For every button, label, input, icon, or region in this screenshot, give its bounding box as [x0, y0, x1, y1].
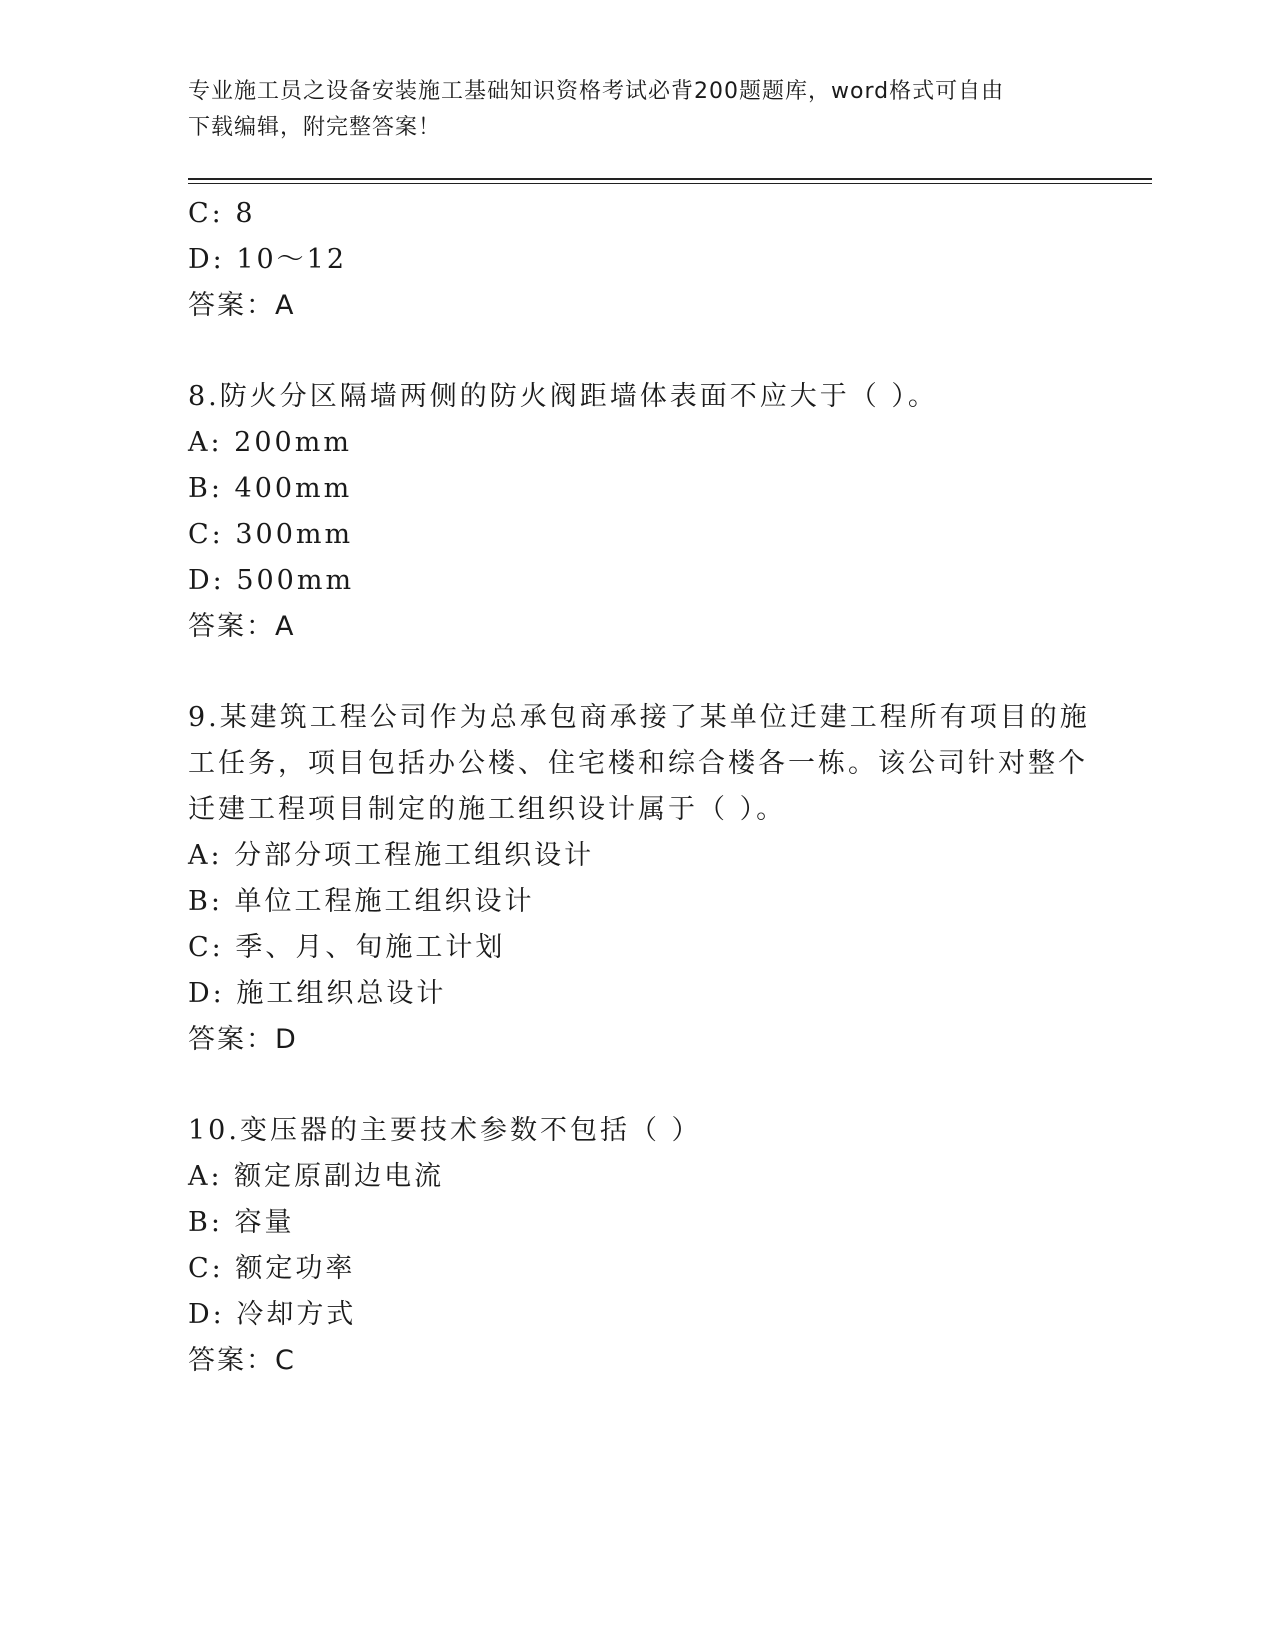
question-stem-line-1: 9.某建筑工程公司作为总承包商承接了某单位迁建工程所有项目的施 [188, 702, 1090, 733]
question-list [188, 191, 1088, 1384]
spacer [188, 1063, 1088, 1108]
option-d: D: 500mm [188, 565, 355, 596]
question-7-tail [188, 191, 1088, 329]
option-d: D: 施工组织总设计 [188, 978, 447, 1009]
option-d: D: 10～12 [188, 244, 348, 275]
option-c: C: 8 [188, 198, 256, 229]
answer-line: 答案：D [188, 1024, 298, 1055]
answer-line: 答案：A [188, 290, 296, 321]
option-c: C: 额定功率 [188, 1253, 356, 1284]
question-8 [188, 374, 1088, 650]
option-b: B: 400mm [188, 473, 353, 504]
spacer [188, 650, 1088, 695]
header-title-line-1: 专业施工员之设备安装施工基础知识资格考试必背200题题库，word格式可自由 [188, 79, 1005, 104]
option-a: A: 额定原副边电流 [188, 1161, 445, 1192]
option-b: B: 容量 [188, 1207, 295, 1238]
header-divider-thick [188, 178, 1152, 180]
question-stem: 8.防火分区隔墙两侧的防火阀距墙体表面不应大于（ ）。 [188, 381, 938, 412]
question-10 [188, 1108, 1088, 1384]
answer-line: 答案：C [188, 1345, 296, 1376]
question-stem-line-2: 工任务，项目包括办公楼、住宅楼和综合楼各一栋。该公司针对整个 [188, 748, 1088, 779]
header-divider-thin [188, 183, 1152, 184]
answer-line: 答案：A [188, 611, 296, 642]
option-c: C: 季、月、旬施工计划 [188, 932, 506, 963]
question-stem-line-3: 迁建工程项目制定的施工组织设计属于（ ）。 [188, 794, 787, 825]
spacer [188, 329, 1088, 374]
question-9 [188, 695, 1088, 1063]
option-c: C: 300mm [188, 519, 354, 550]
option-a: A: 分部分项工程施工组织设计 [188, 840, 595, 871]
option-b: B: 单位工程施工组织设计 [188, 886, 535, 917]
document-header [188, 74, 1088, 146]
option-a: A: 200mm [188, 427, 352, 458]
question-stem: 10.变压器的主要技术参数不包括（ ） [188, 1115, 702, 1146]
header-title-line-2: 下载编辑，附完整答案！ [188, 115, 442, 140]
option-d: D: 冷却方式 [188, 1299, 357, 1330]
